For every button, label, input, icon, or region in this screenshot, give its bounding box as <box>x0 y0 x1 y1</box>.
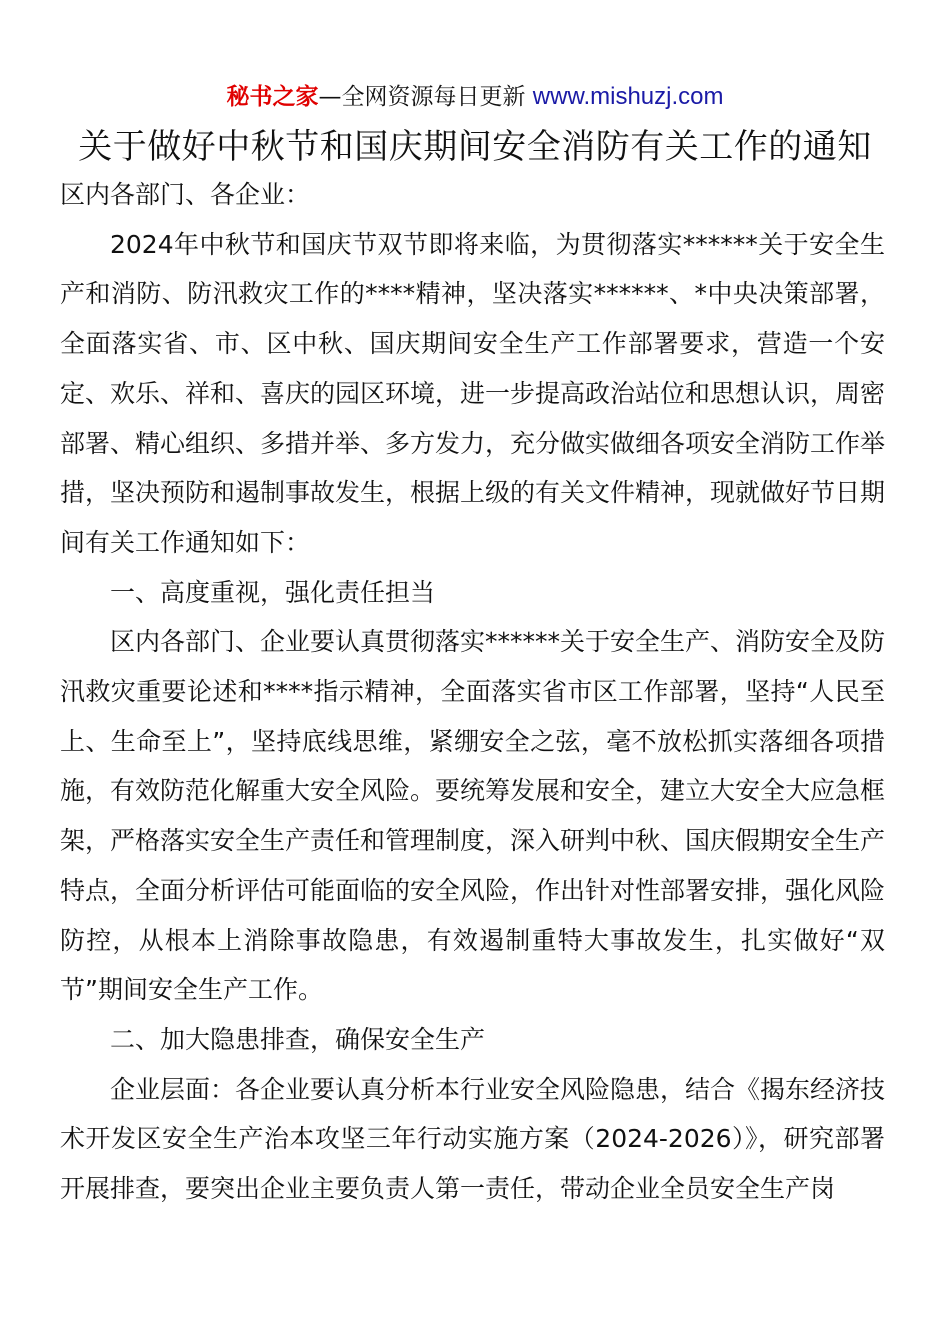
salutation: 区内各部门、各企业： <box>60 180 311 209</box>
document-body <box>60 170 885 1214</box>
site-banner <box>0 80 950 114</box>
document-title: 关于做好中秋节和国庆期间安全消防有关工作的通知 <box>78 127 872 167</box>
intro-paragraph: 2024年中秋节和国庆节双节即将来临，为贯彻落实******关于安全生产和消防、防汛救灾工作的****精神，坚决落实******、*中央决策部署，全面落实省、市、区中秋、国庆期间安全生产工作部署要求，营造一个安定、欢乐、祥和、喜庆的园区环境，进一步提高政治站位和思想认识，周密部署、精心组织、多措并举、多方发力，充分做实做细各项安全消防工作举措，坚决预防和遏制事故发生，根据上级的有关文件精神，现就做好节日期间有关工作通知如下： <box>60 229 886 557</box>
banner-tagline: —全网资源每日更新 <box>318 84 526 110</box>
section-heading-2: 二、加大隐患排查，确保安全生产 <box>110 1024 486 1054</box>
section-heading-1: 一、高度重视，强化责任担当 <box>110 577 436 607</box>
section-paragraph-1: 区内各部门、企业要认真贯彻落实******关于安全生产、消防安全及防汛救灾重要论述和****指示精神，全面落实省市区工作部署，坚持“人民至上、生命至上”，坚持底线思维，紧绷安全之弦，毫不放松抓实落细各项措施，有效防范化解重大安全风险。要统筹发展和安全，建立大安全大应急框架，严格落实安全生产责任和管理制度，深入研判中秋、国庆假期安全生产特点，全面分析评估可能面临的安全风险，作出针对性部署安排，强化风险防控，从根本上消除事故隐患，有效遏制重特大事故发生，扎实做好“双节”期间安全生产工作。 <box>60 627 886 1005</box>
section-paragraph-2: 企业层面：各企业要认真分析本行业安全风险隐患，结合《揭东经济技术开发区安全生产治本攻坚三年行动实施方案（2024-2026）》，研究部署开展排查，要突出企业主要负责人第一责任，带动企业全员安全生产岗 <box>60 1074 886 1204</box>
brand-name: 秘书之家 <box>226 84 319 110</box>
site-url[interactable]: www.mishuzj.com <box>532 83 724 110</box>
